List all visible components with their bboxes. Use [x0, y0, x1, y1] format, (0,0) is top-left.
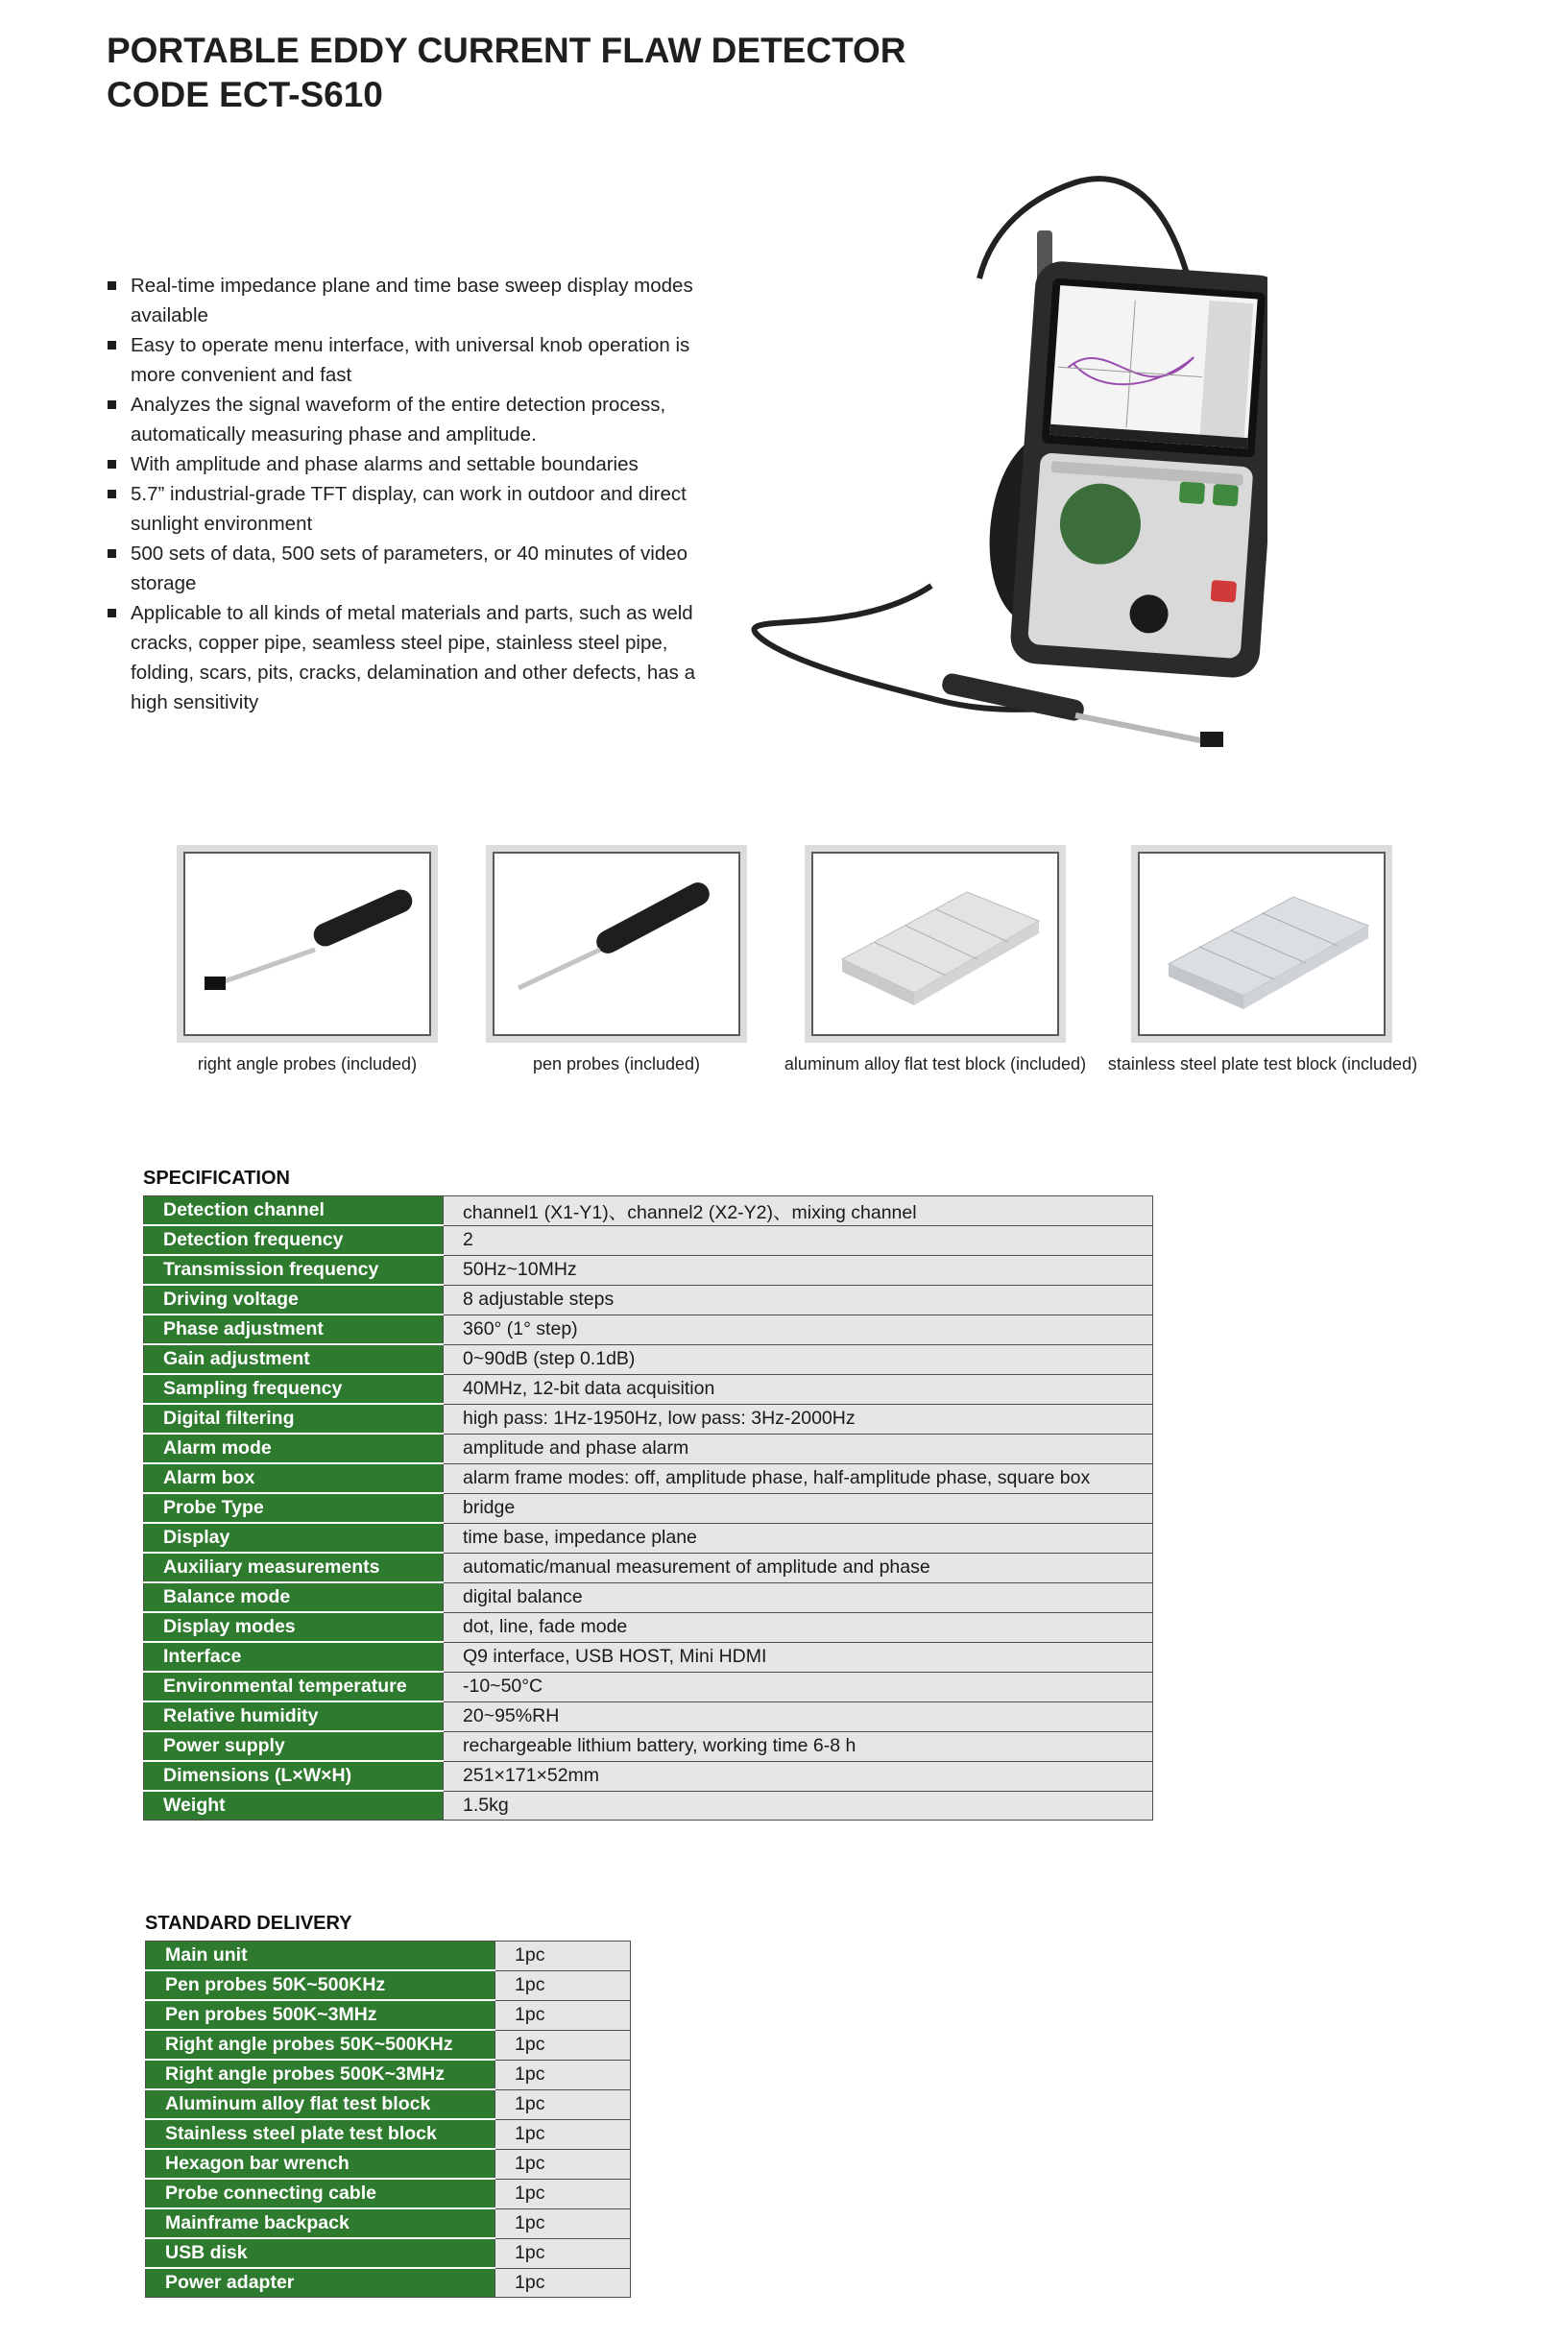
screen-side-panel [1200, 301, 1254, 438]
table-row [144, 1791, 1153, 1821]
feature-text: Easy to operate menu interface, with universal knob operation is more convenient and fast [131, 334, 690, 386]
feature-item [108, 390, 732, 449]
table-row [146, 2030, 631, 2060]
spec-key: Weight [144, 1791, 444, 1821]
table-row [144, 1761, 1153, 1791]
bullet-icon [108, 490, 116, 498]
delivery-item: Right angle probes 500K~3MHz [146, 2060, 495, 2089]
delivery-table [145, 1941, 631, 2298]
spec-key: Balance mode [144, 1582, 444, 1612]
delivery-item: Aluminum alloy flat test block [146, 2089, 495, 2119]
probe-shaft [1075, 715, 1205, 741]
table-row [144, 1672, 1153, 1701]
spec-key: Phase adjustment [144, 1315, 444, 1344]
spec-value: 20~95%RH [444, 1701, 1153, 1731]
spec-value: time base, impedance plane [444, 1523, 1153, 1553]
delivery-item: Pen probes 500K~3MHz [146, 2000, 495, 2030]
spec-key: Transmission frequency [144, 1255, 444, 1285]
delivery-qty: 1pc [495, 2030, 631, 2060]
spec-key: Sampling frequency [144, 1374, 444, 1404]
table-row [144, 1374, 1153, 1404]
spec-value: amplitude and phase alarm [444, 1434, 1153, 1463]
specification-table [143, 1195, 1153, 1821]
table-row [144, 1523, 1153, 1553]
accessory-pen-probe [486, 845, 747, 1043]
delivery-item: Hexagon bar wrench [146, 2149, 495, 2179]
specification-title: SPECIFICATION [143, 1168, 290, 1189]
delivery-item: Stainless steel plate test block [146, 2119, 495, 2149]
spec-key: Dimensions (L×W×H) [144, 1761, 444, 1791]
standard-delivery-title: STANDARD DELIVERY [145, 1913, 352, 1934]
table-row [144, 1701, 1153, 1731]
delivery-item: USB disk [146, 2238, 495, 2268]
feature-text: 5.7” industrial-grade TFT display, can work in outdoor and direct sunlight environment [131, 483, 687, 535]
delivery-qty: 1pc [495, 2268, 631, 2298]
delivery-item: Main unit [146, 1942, 495, 1971]
feature-text: 500 sets of data, 500 sets of parameters, or 40 minutes of video storage [131, 543, 688, 594]
delivery-qty: 1pc [495, 2089, 631, 2119]
table-row [144, 1285, 1153, 1315]
table-row [146, 2089, 631, 2119]
spec-key: Detection channel [144, 1196, 444, 1226]
spec-value: 2 [444, 1225, 1153, 1255]
title-line-2: CODE ECT-S610 [107, 75, 383, 114]
probe-tip [1200, 732, 1223, 747]
accessory-right-angle-probe [177, 845, 438, 1043]
spec-key: Interface [144, 1642, 444, 1672]
spec-key: Probe Type [144, 1493, 444, 1523]
feature-list [108, 271, 732, 717]
feature-item [108, 479, 732, 539]
device-illustration [749, 163, 1267, 778]
probe-handle [940, 672, 1085, 723]
accessory-steel-block [1131, 845, 1392, 1043]
feature-item [108, 449, 732, 479]
table-row [144, 1225, 1153, 1255]
spec-key: Auxiliary measurements [144, 1553, 444, 1582]
spec-value: rechargeable lithium battery, working time 6-8 h [444, 1731, 1153, 1761]
power-button [1211, 580, 1237, 603]
spec-value: 40MHz, 12-bit data acquisition [444, 1374, 1153, 1404]
spec-key: Gain adjustment [144, 1344, 444, 1374]
bullet-icon [108, 609, 116, 617]
bullet-icon [108, 281, 116, 290]
bullet-icon [108, 400, 116, 409]
spec-value: bridge [444, 1493, 1153, 1523]
feature-text: Real-time impedance plane and time base sweep display modes available [131, 275, 693, 326]
spec-key: Display [144, 1523, 444, 1553]
accessory-aluminum-block [805, 845, 1066, 1043]
spec-key: Display modes [144, 1612, 444, 1642]
delivery-item: Probe connecting cable [146, 2179, 495, 2208]
table-row [144, 1553, 1153, 1582]
table-row [144, 1731, 1153, 1761]
spec-value: high pass: 1Hz-1950Hz, low pass: 3Hz-2000Hz [444, 1404, 1153, 1434]
table-row [144, 1642, 1153, 1672]
spec-key: Power supply [144, 1731, 444, 1761]
bullet-icon [108, 341, 116, 350]
feature-text: Analyzes the signal waveform of the entire detection process, automatically measuring phase and amplitude. [131, 394, 666, 446]
delivery-qty: 1pc [495, 2149, 631, 2179]
table-row [144, 1196, 1153, 1226]
feature-item [108, 598, 732, 717]
table-row [144, 1344, 1153, 1374]
spec-key: Relative humidity [144, 1701, 444, 1731]
green-button-2 [1213, 484, 1239, 507]
delivery-item: Mainframe backpack [146, 2208, 495, 2238]
spec-value: channel1 (X1-Y1)、channel2 (X2-Y2)、mixing channel [444, 1196, 1153, 1226]
spec-value: 50Hz~10MHz [444, 1255, 1153, 1285]
feature-item [108, 271, 732, 330]
spec-value: -10~50°C [444, 1672, 1153, 1701]
table-row [144, 1582, 1153, 1612]
spec-key: Environmental temperature [144, 1672, 444, 1701]
feature-item [108, 330, 732, 390]
delivery-qty: 1pc [495, 2060, 631, 2089]
bullet-icon [108, 549, 116, 558]
aluminum-block-image [813, 854, 1057, 1034]
table-row [146, 2208, 631, 2238]
table-row [144, 1612, 1153, 1642]
feature-item [108, 539, 732, 598]
spec-value: 8 adjustable steps [444, 1285, 1153, 1315]
delivery-item: Power adapter [146, 2268, 495, 2298]
bullet-icon [108, 460, 116, 469]
delivery-qty: 1pc [495, 2119, 631, 2149]
caption-right-angle-probe: right angle probes (included) [197, 1054, 418, 1074]
spec-key: Digital filtering [144, 1404, 444, 1434]
spec-value: automatic/manual measurement of amplitude and phase [444, 1553, 1153, 1582]
feature-text: Applicable to all kinds of metal materials and parts, such as weld cracks, copper pipe, seamless steel pipe, stainless steel pipe, folding, scars, pits, cracks, delamination and other defects, has a high sensitivity [131, 602, 695, 713]
title-line-1: PORTABLE EDDY CURRENT FLAW DETECTOR [107, 31, 906, 70]
spec-value: dot, line, fade mode [444, 1612, 1153, 1642]
table-row [146, 2179, 631, 2208]
delivery-qty: 1pc [495, 2238, 631, 2268]
table-row [146, 2000, 631, 2030]
delivery-item: Pen probes 50K~500KHz [146, 1970, 495, 2000]
table-row [146, 2149, 631, 2179]
table-row [144, 1255, 1153, 1285]
table-row [146, 1942, 631, 1971]
spec-value: 0~90dB (step 0.1dB) [444, 1344, 1153, 1374]
feature-text: With amplitude and phase alarms and settable boundaries [131, 453, 639, 475]
table-row [144, 1434, 1153, 1463]
delivery-item: Right angle probes 50K~500KHz [146, 2030, 495, 2060]
spec-value: 251×171×52mm [444, 1761, 1153, 1791]
spec-value: digital balance [444, 1582, 1153, 1612]
page-title [107, 29, 906, 117]
spec-value: Q9 interface, USB HOST, Mini HDMI [444, 1642, 1153, 1672]
spec-key: Alarm mode [144, 1434, 444, 1463]
table-row [144, 1315, 1153, 1344]
spec-value: 1.5kg [444, 1791, 1153, 1821]
table-row [146, 2060, 631, 2089]
spec-value: 360° (1° step) [444, 1315, 1153, 1344]
table-row [146, 1970, 631, 2000]
delivery-qty: 1pc [495, 2208, 631, 2238]
spec-value: alarm frame modes: off, amplitude phase, half-amplitude phase, square box [444, 1463, 1153, 1493]
steel-block-image [1140, 854, 1384, 1034]
table-row [146, 2238, 631, 2268]
delivery-qty: 1pc [495, 1970, 631, 2000]
table-row [144, 1463, 1153, 1493]
right-angle-probe-image [185, 854, 429, 1034]
caption-pen-probe: pen probes (included) [532, 1054, 701, 1074]
table-row [144, 1404, 1153, 1434]
spec-key: Detection frequency [144, 1225, 444, 1255]
spec-key: Alarm box [144, 1463, 444, 1493]
delivery-qty: 1pc [495, 2179, 631, 2208]
pen-probe-image [495, 854, 738, 1034]
table-row [146, 2119, 631, 2149]
caption-aluminum-block: aluminum alloy flat test block (included) [784, 1054, 1087, 1074]
spec-key: Driving voltage [144, 1285, 444, 1315]
delivery-qty: 1pc [495, 1942, 631, 1971]
table-row [146, 2268, 631, 2298]
green-button-1 [1179, 481, 1205, 504]
table-row [144, 1493, 1153, 1523]
delivery-qty: 1pc [495, 2000, 631, 2030]
caption-steel-block: stainless steel plate test block (included) [1107, 1054, 1418, 1074]
